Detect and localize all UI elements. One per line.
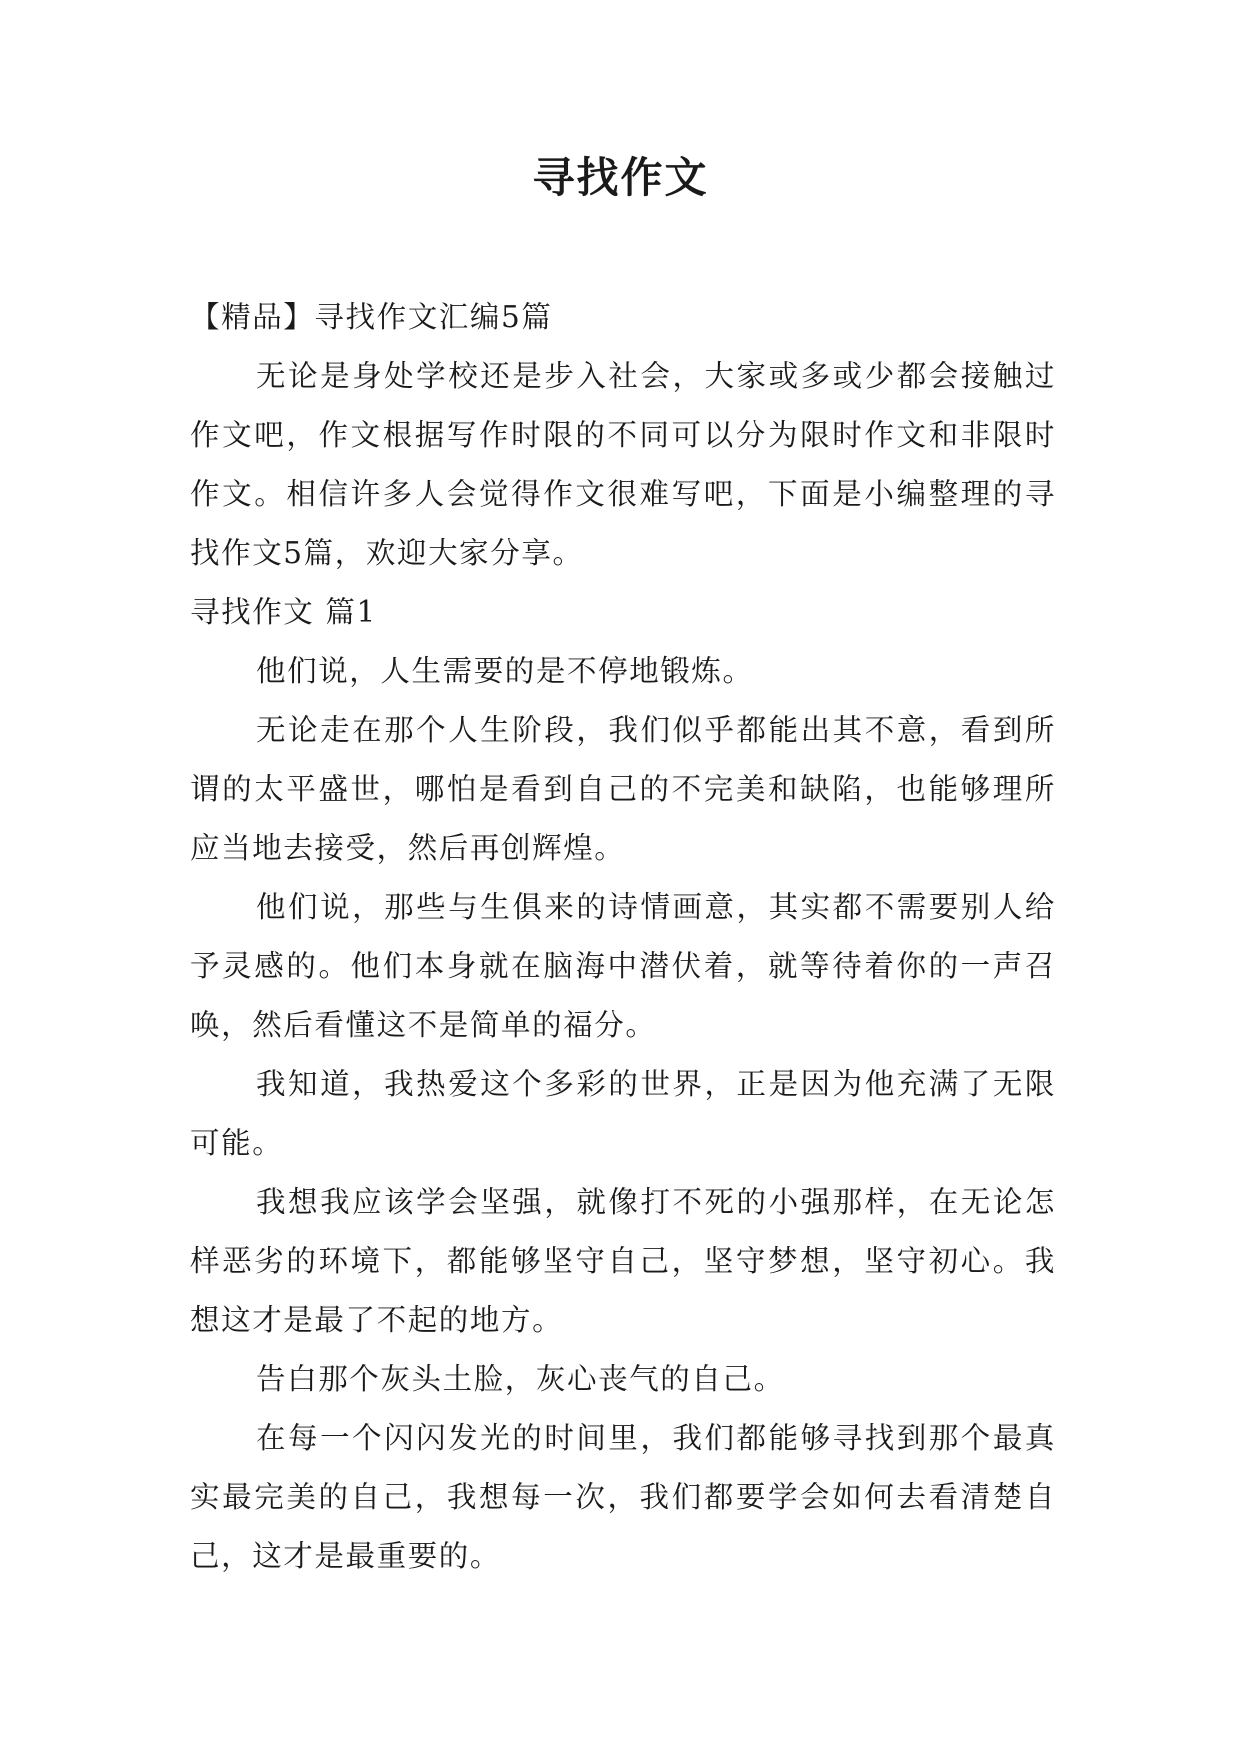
body-paragraph: 他们说，那些与生俱来的诗情画意，其实都不需要别人给予灵感的。他们本身就在脑海中潜伏着，就等待着你的一声召唤，然后看懂这不是简单的福分。: [190, 890, 1056, 1042]
body-paragraph: 我想我应该学会坚强，就像打不死的小强那样，在无论怎样恶劣的环境下，都能够坚守自己，坚守梦想，坚守初心。我想这才是最了不起的地方。: [190, 1185, 1056, 1337]
document-body: [190, 288, 1056, 1586]
intro-paragraph: 无论是身处学校还是步入社会，大家或多或少都会接触过作文吧，作文根据写作时限的不同可以分为限时作文和非限时作文。相信许多人会觉得作文很难写吧，下面是小编整理的寻找作文5篇，欢迎大家分享。: [190, 359, 1056, 570]
body-paragraph: 无论走在那个人生阶段，我们似乎都能出其不意，看到所谓的太平盛世，哪怕是看到自己的不完美和缺陷，也能够理所应当地去接受，然后再创辉煌。: [190, 713, 1056, 865]
section-heading: 寻找作文 篇1: [190, 595, 377, 629]
body-paragraph: 我知道，我热爱这个多彩的世界，正是因为他充满了无限可能。: [190, 1067, 1056, 1160]
body-paragraph: 他们说，人生需要的是不停地锻炼。: [256, 654, 754, 688]
document-title: 寻找作文: [532, 153, 709, 202]
body-paragraph: 在每一个闪闪发光的时间里，我们都能够寻找到那个最真实最完美的自己，我想每一次，我们都要学会如何去看清楚自己，这才是最重要的。: [190, 1421, 1056, 1573]
document-subtitle: 【精品】寻找作文汇编5篇: [190, 300, 553, 334]
body-paragraph: 告白那个灰头土脸，灰心丧气的自己。: [256, 1362, 785, 1396]
